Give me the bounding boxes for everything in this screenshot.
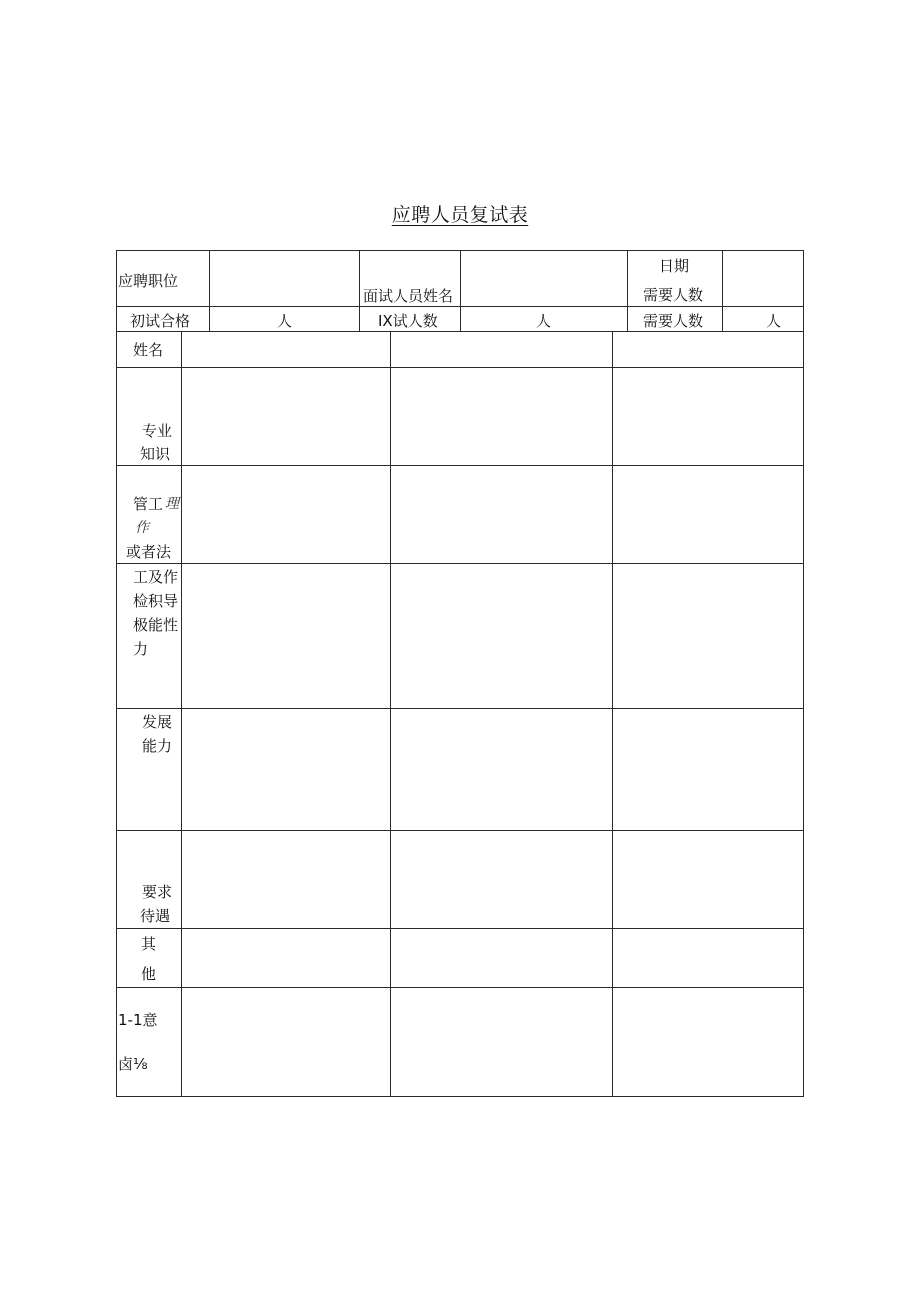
interviewer-value-cell[interactable]: [461, 252, 626, 305]
table-line: [627, 250, 628, 331]
work-label-line1: 工及作: [133, 568, 179, 586]
table-line: [116, 1096, 804, 1097]
table-line: [181, 331, 182, 1097]
management-label-line1: 管工: [133, 495, 164, 513]
table-line: [612, 331, 613, 1097]
development-label-line2: 能力: [142, 737, 173, 755]
needed-count-label: 需要人数: [643, 286, 704, 304]
table-line: [116, 250, 117, 1097]
table-line: [116, 928, 804, 929]
second-count-unit[interactable]: 人: [536, 312, 552, 330]
pay-label-line1: 要求: [142, 883, 173, 901]
first-pass-unit[interactable]: 人: [277, 312, 293, 330]
date-label: 日期: [659, 257, 690, 275]
needed-count-label-2: 需要人数: [643, 312, 704, 330]
knowledge-label-line1: 专业: [142, 422, 173, 440]
other-label-line2: 他: [141, 965, 157, 983]
form-title: [0, 200, 920, 227]
work-label-line2: 检积导: [133, 592, 179, 610]
table-line: [116, 331, 804, 332]
management-label-line2: 作: [135, 520, 149, 536]
opinion-label-line1: 1-1意: [118, 1011, 158, 1029]
table-line: [116, 563, 804, 564]
table-line: [359, 250, 360, 331]
table-line: [116, 708, 804, 709]
name-row-label: 姓名: [133, 341, 164, 359]
needed-count-unit[interactable]: 人: [766, 312, 782, 330]
form-title-text: 应聘人员复试表: [391, 204, 529, 226]
table-line: [116, 465, 804, 466]
first-pass-label: 初试合格: [130, 312, 191, 330]
position-label: 应聘职位: [118, 272, 179, 290]
table-line: [116, 367, 804, 368]
table-line: [116, 830, 804, 831]
table-line: [116, 987, 804, 988]
pay-label-line2: 待遇: [140, 907, 171, 925]
development-label-line1: 发展: [142, 713, 173, 731]
position-value-cell[interactable]: [210, 252, 358, 305]
table-line: [803, 250, 804, 1097]
date-value-cell[interactable]: [723, 252, 802, 305]
work-label-line4: 力: [133, 640, 149, 658]
other-label-line1: 其: [141, 935, 157, 953]
opinion-label-line2: 卤⅛: [118, 1055, 148, 1073]
second-count-label: IX试人数: [378, 312, 438, 330]
management-label-line3: 或者法: [126, 543, 172, 561]
management-label-line1b: 理: [165, 496, 179, 512]
table-line: [390, 331, 391, 1097]
work-label-line3: 极能性: [133, 616, 179, 634]
knowledge-label-line2: 知识: [140, 445, 171, 463]
interviewer-label: 面试人员姓名: [363, 287, 454, 305]
